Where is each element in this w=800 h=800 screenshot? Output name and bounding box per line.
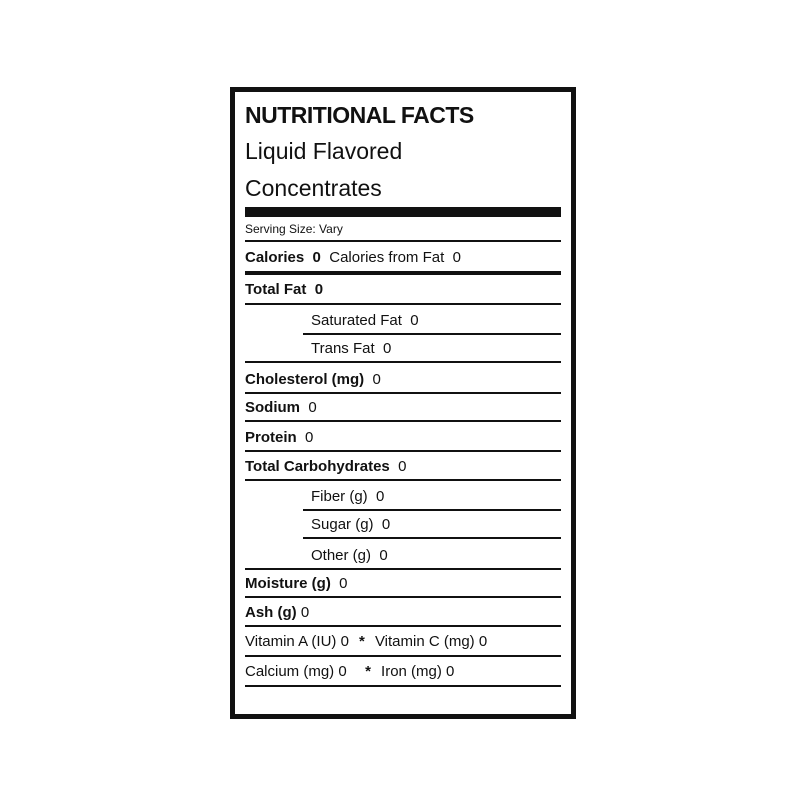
protein-value: 0 <box>305 429 314 446</box>
cholesterol-row <box>245 366 561 394</box>
divider <box>245 450 561 452</box>
product-name-line2: Concentrates <box>245 175 382 201</box>
divider <box>245 625 561 627</box>
sodium-label: Sodium <box>245 399 300 416</box>
divider-thick <box>245 271 561 275</box>
total-fat-label: Total Fat <box>245 281 307 298</box>
product-name-line1: Liquid Flavored <box>245 138 403 164</box>
divider <box>245 361 561 363</box>
total-fat-value: 0 <box>314 281 324 298</box>
saturated-fat-value: 0 <box>410 312 419 329</box>
calories-value: 0 <box>312 249 321 266</box>
vitamins-row <box>245 628 561 656</box>
vitamin-c: Vitamin C (mg) 0 <box>374 633 488 650</box>
cholesterol-value: 0 <box>372 371 381 388</box>
ash-value: 0 <box>300 604 310 621</box>
total-fat-row <box>245 276 561 304</box>
sugar-row <box>245 511 561 539</box>
divider <box>245 479 561 481</box>
moisture-label: Moisture (g) <box>245 575 331 592</box>
other-value: 0 <box>379 547 388 564</box>
moisture-value: 0 <box>339 575 348 592</box>
fiber-label: Fiber (g) <box>311 488 368 505</box>
nutrition-facts-label <box>230 87 576 719</box>
saturated-fat-row <box>245 307 561 335</box>
fiber-row <box>245 483 561 511</box>
thick-divider <box>245 207 561 217</box>
divider <box>245 303 561 305</box>
saturated-fat-label: Saturated Fat <box>311 312 402 329</box>
calories-from-fat-label: Calories from Fat <box>329 249 445 266</box>
protein-row <box>245 424 561 452</box>
calcium: Calcium (mg) 0 <box>245 663 347 680</box>
divider <box>303 537 561 539</box>
other-label: Other (g) <box>311 547 372 564</box>
trans-fat-value: 0 <box>382 340 392 357</box>
ash-label: Ash (g) <box>245 604 297 621</box>
calories-label: Calories <box>245 249 305 266</box>
sugar-label: Sugar (g) <box>311 516 374 533</box>
other-row <box>245 542 561 570</box>
total-carbohydrates-row <box>245 453 561 481</box>
separator-asterisk: * <box>359 633 365 650</box>
divider <box>245 655 561 657</box>
protein-label: Protein <box>245 429 297 446</box>
cholesterol-label: Cholesterol (mg) <box>245 371 365 388</box>
moisture-row <box>245 570 561 598</box>
fiber-value: 0 <box>376 488 385 505</box>
divider <box>245 240 561 242</box>
bottom-divider <box>245 685 561 687</box>
carbs-label: Total Carbohydrates <box>245 458 390 475</box>
iron: Iron (mg) 0 <box>381 663 455 680</box>
ash-row <box>245 599 561 627</box>
calories-from-fat-value: 0 <box>452 249 461 266</box>
separator-asterisk: * <box>365 663 371 680</box>
sodium-value: 0 <box>308 399 317 416</box>
serving-size: Serving Size: Vary <box>245 222 343 236</box>
divider <box>245 596 561 598</box>
label-title: NUTRITIONAL FACTS <box>245 102 474 128</box>
label-content <box>245 92 561 714</box>
divider <box>245 420 561 422</box>
sodium-row <box>245 394 561 422</box>
minerals-row <box>245 658 561 686</box>
vitamin-a: Vitamin A (IU) 0 <box>245 633 349 650</box>
trans-fat-label: Trans Fat <box>311 340 375 357</box>
trans-fat-row <box>245 335 561 363</box>
sugar-value: 0 <box>381 516 391 533</box>
carbs-value: 0 <box>398 458 407 475</box>
calories-row <box>245 244 561 272</box>
